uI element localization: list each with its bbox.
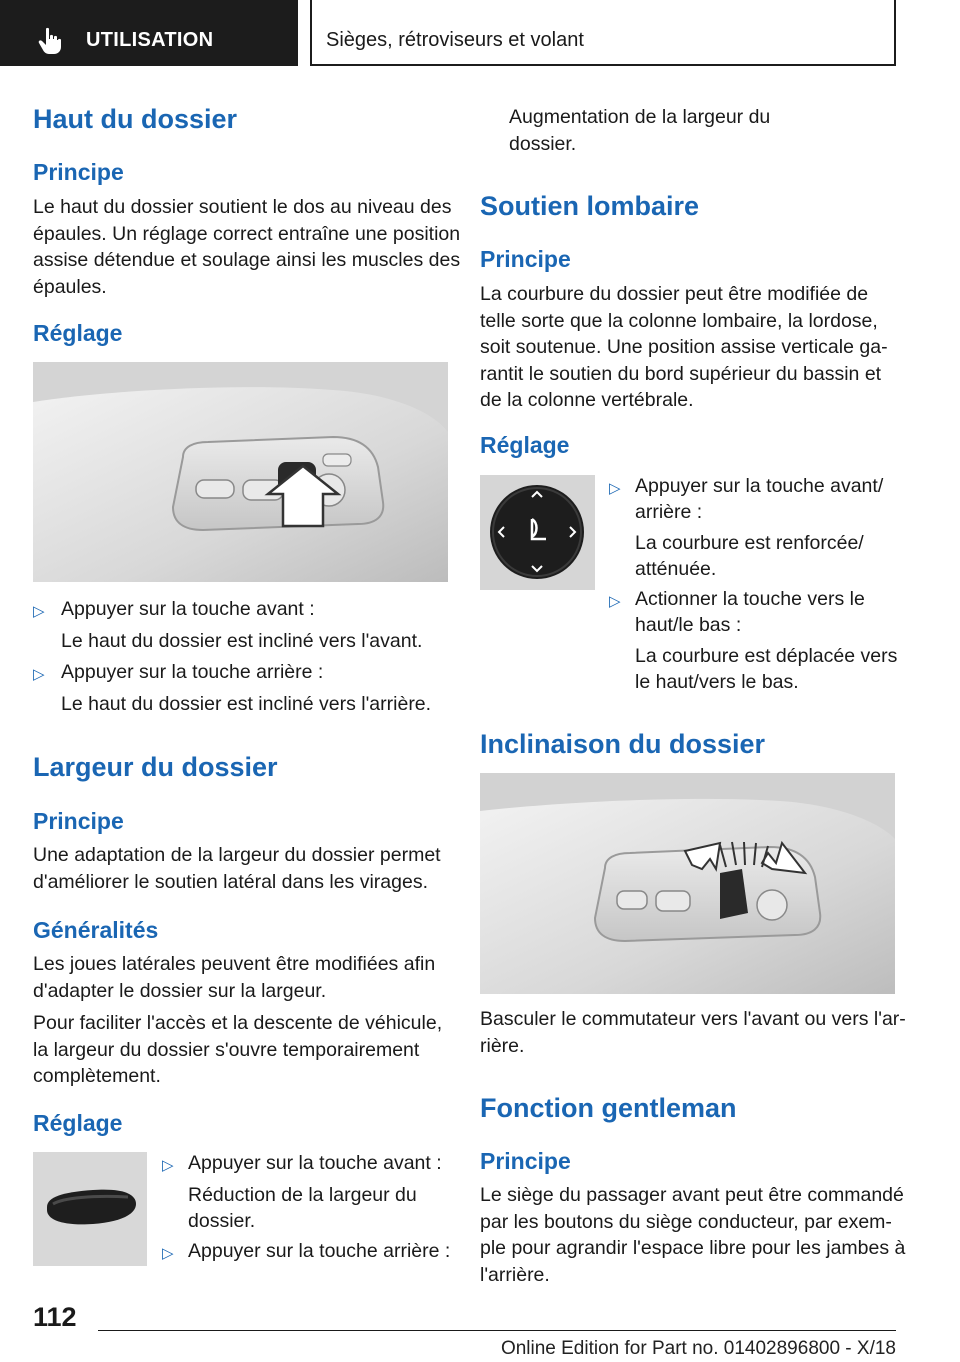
backrest-tilt-photo (480, 773, 895, 994)
heading-soutien-lombaire: Soutien lombaire (480, 191, 700, 221)
paragraph-principe: Le haut du dossier soutient le dos au niveau des épaules. Un réglage correct entraîne une position assise détendue et soulage ainsi les muscles des épaules. (33, 196, 461, 298)
lumbar-control-photo (480, 475, 595, 590)
hand-pointer-icon (38, 27, 62, 55)
subheading-reglage: Réglage (480, 432, 570, 458)
heading-haut-du-dossier: Haut du dossier (33, 104, 238, 134)
subheading-principe: Principe (33, 159, 124, 185)
heading-fonction-gentleman: Fonction gentleman (480, 1093, 737, 1123)
header-section-label: UTILISATION (86, 29, 214, 51)
paragraph-principe: La courbure du dossier peut être modifiée de telle sorte que la colonne lombaire, la lordose, soit soutenue. Une position assise verticale ga- rantit le soutien du bord supérieur du bassin et de la colonne vertébrale. (480, 283, 888, 411)
footer-divider (98, 1330, 896, 1331)
triangle-right-icon: ▷ (609, 593, 621, 610)
width-button-photo (33, 1152, 147, 1266)
paragraph-inclinaison: Basculer le commutateur vers l'avant ou vers l'ar- rière. (480, 1008, 906, 1057)
paragraph-gentleman: Le siège du passager avant peut être commandé par les boutons du siège conducteur, par exem- ple pour agrandir l'espace libre pour les jambes à l'arrière. (480, 1184, 906, 1286)
header-section-tab (0, 0, 298, 66)
triangle-right-icon: ▷ (33, 603, 45, 620)
paragraph-continuation: Augmentation de la largeur du dossier. (509, 106, 771, 155)
triangle-right-icon: ▷ (162, 1157, 174, 1174)
seat-controls-photo (33, 362, 448, 582)
subheading-reglage: Réglage (33, 1110, 123, 1136)
triangle-right-icon: ▷ (33, 666, 45, 683)
paragraph-generalites: Les joues latérales peuvent être modifiées afin d'adapter le dossier sur la largeur. (33, 953, 436, 1002)
header-topic-label: Sièges, rétroviseurs et volant (326, 29, 584, 51)
header-topic-tab (310, 0, 896, 66)
subheading-reglage: Réglage (33, 320, 123, 346)
subheading-principe: Principe (33, 808, 124, 834)
subheading-principe: Principe (480, 1148, 571, 1174)
paragraph-generalites-2: Pour faciliter l'accès et la descente de véhicule, la largeur du dossier s'ouvre temporairement complètement. (33, 1012, 443, 1087)
footer-edition: Online Edition for Part no. 01402896800 - X/18 (500, 1338, 896, 1359)
subheading-generalites: Généralités (33, 917, 159, 943)
heading-inclinaison-du-dossier: Inclinaison du dossier (480, 729, 766, 759)
triangle-right-icon: ▷ (609, 480, 621, 497)
subheading-principe: Principe (480, 246, 571, 272)
paragraph-principe: Une adaptation de la largeur du dossier permet d'améliorer le soutien latéral dans les virages. (33, 844, 441, 893)
page-number: 112 (33, 1302, 77, 1332)
heading-largeur-du-dossier: Largeur du dossier (33, 752, 278, 782)
triangle-right-icon: ▷ (162, 1245, 174, 1262)
